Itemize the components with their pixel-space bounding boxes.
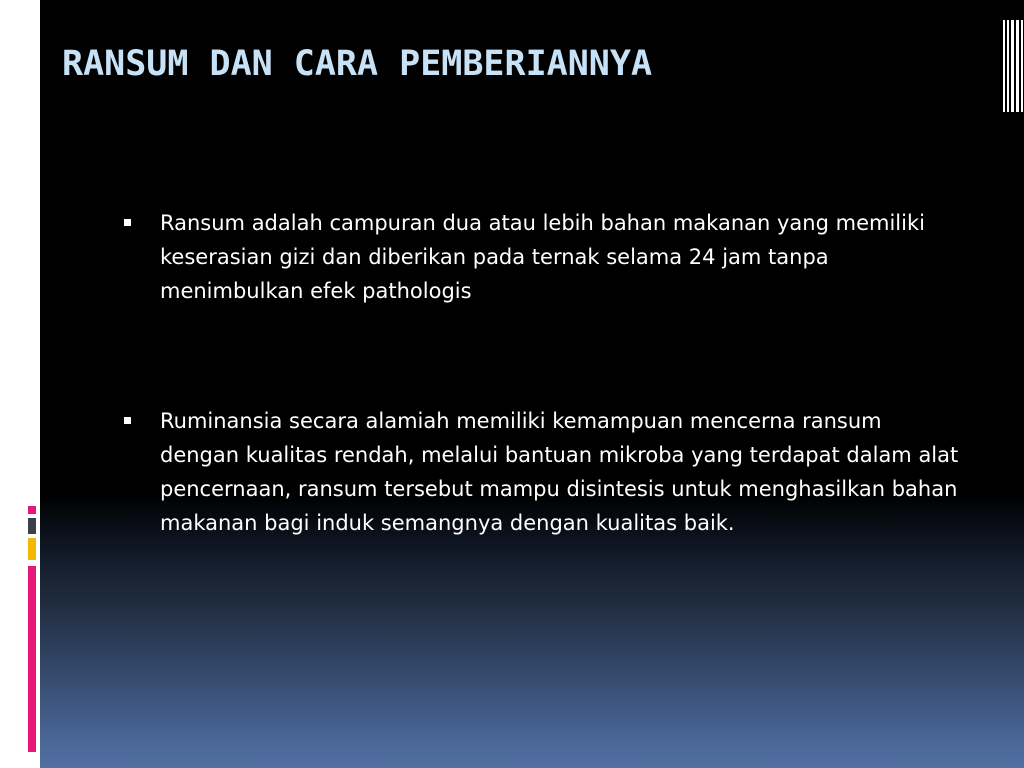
bullet-item: [120, 404, 965, 540]
square-bullet-icon: [124, 417, 131, 424]
accent-bar-pink-top: [28, 506, 36, 514]
slide-title: RANSUM DAN CARA PEMBERIANNYA: [62, 44, 653, 84]
accent-bar-dark: [28, 518, 36, 534]
bullet-list: [120, 206, 965, 540]
accent-bar-pink-bottom: [28, 566, 36, 752]
bullet-text: Ruminansia secara alamiah memiliki kemampuan mencerna ransum dengan kualitas rendah, melalui bantuan mikroba yang terdapat dalam alat pencernaan, ransum tersebut mampu disintesis untuk menghasilkan bahan makanan bagi induk semangnya dengan kualitas baik.: [160, 409, 959, 535]
vertical-bars-icon: [1003, 20, 1023, 112]
bullet-item: [120, 206, 965, 308]
bullet-text: Ransum adalah campuran dua atau lebih bahan makanan yang memiliki keserasian gizi dan diberikan pada ternak selama 24 jam tanpa menimbulkan efek pathologis: [160, 211, 925, 303]
square-bullet-icon: [124, 219, 131, 226]
accent-bar-yellow: [28, 538, 36, 560]
